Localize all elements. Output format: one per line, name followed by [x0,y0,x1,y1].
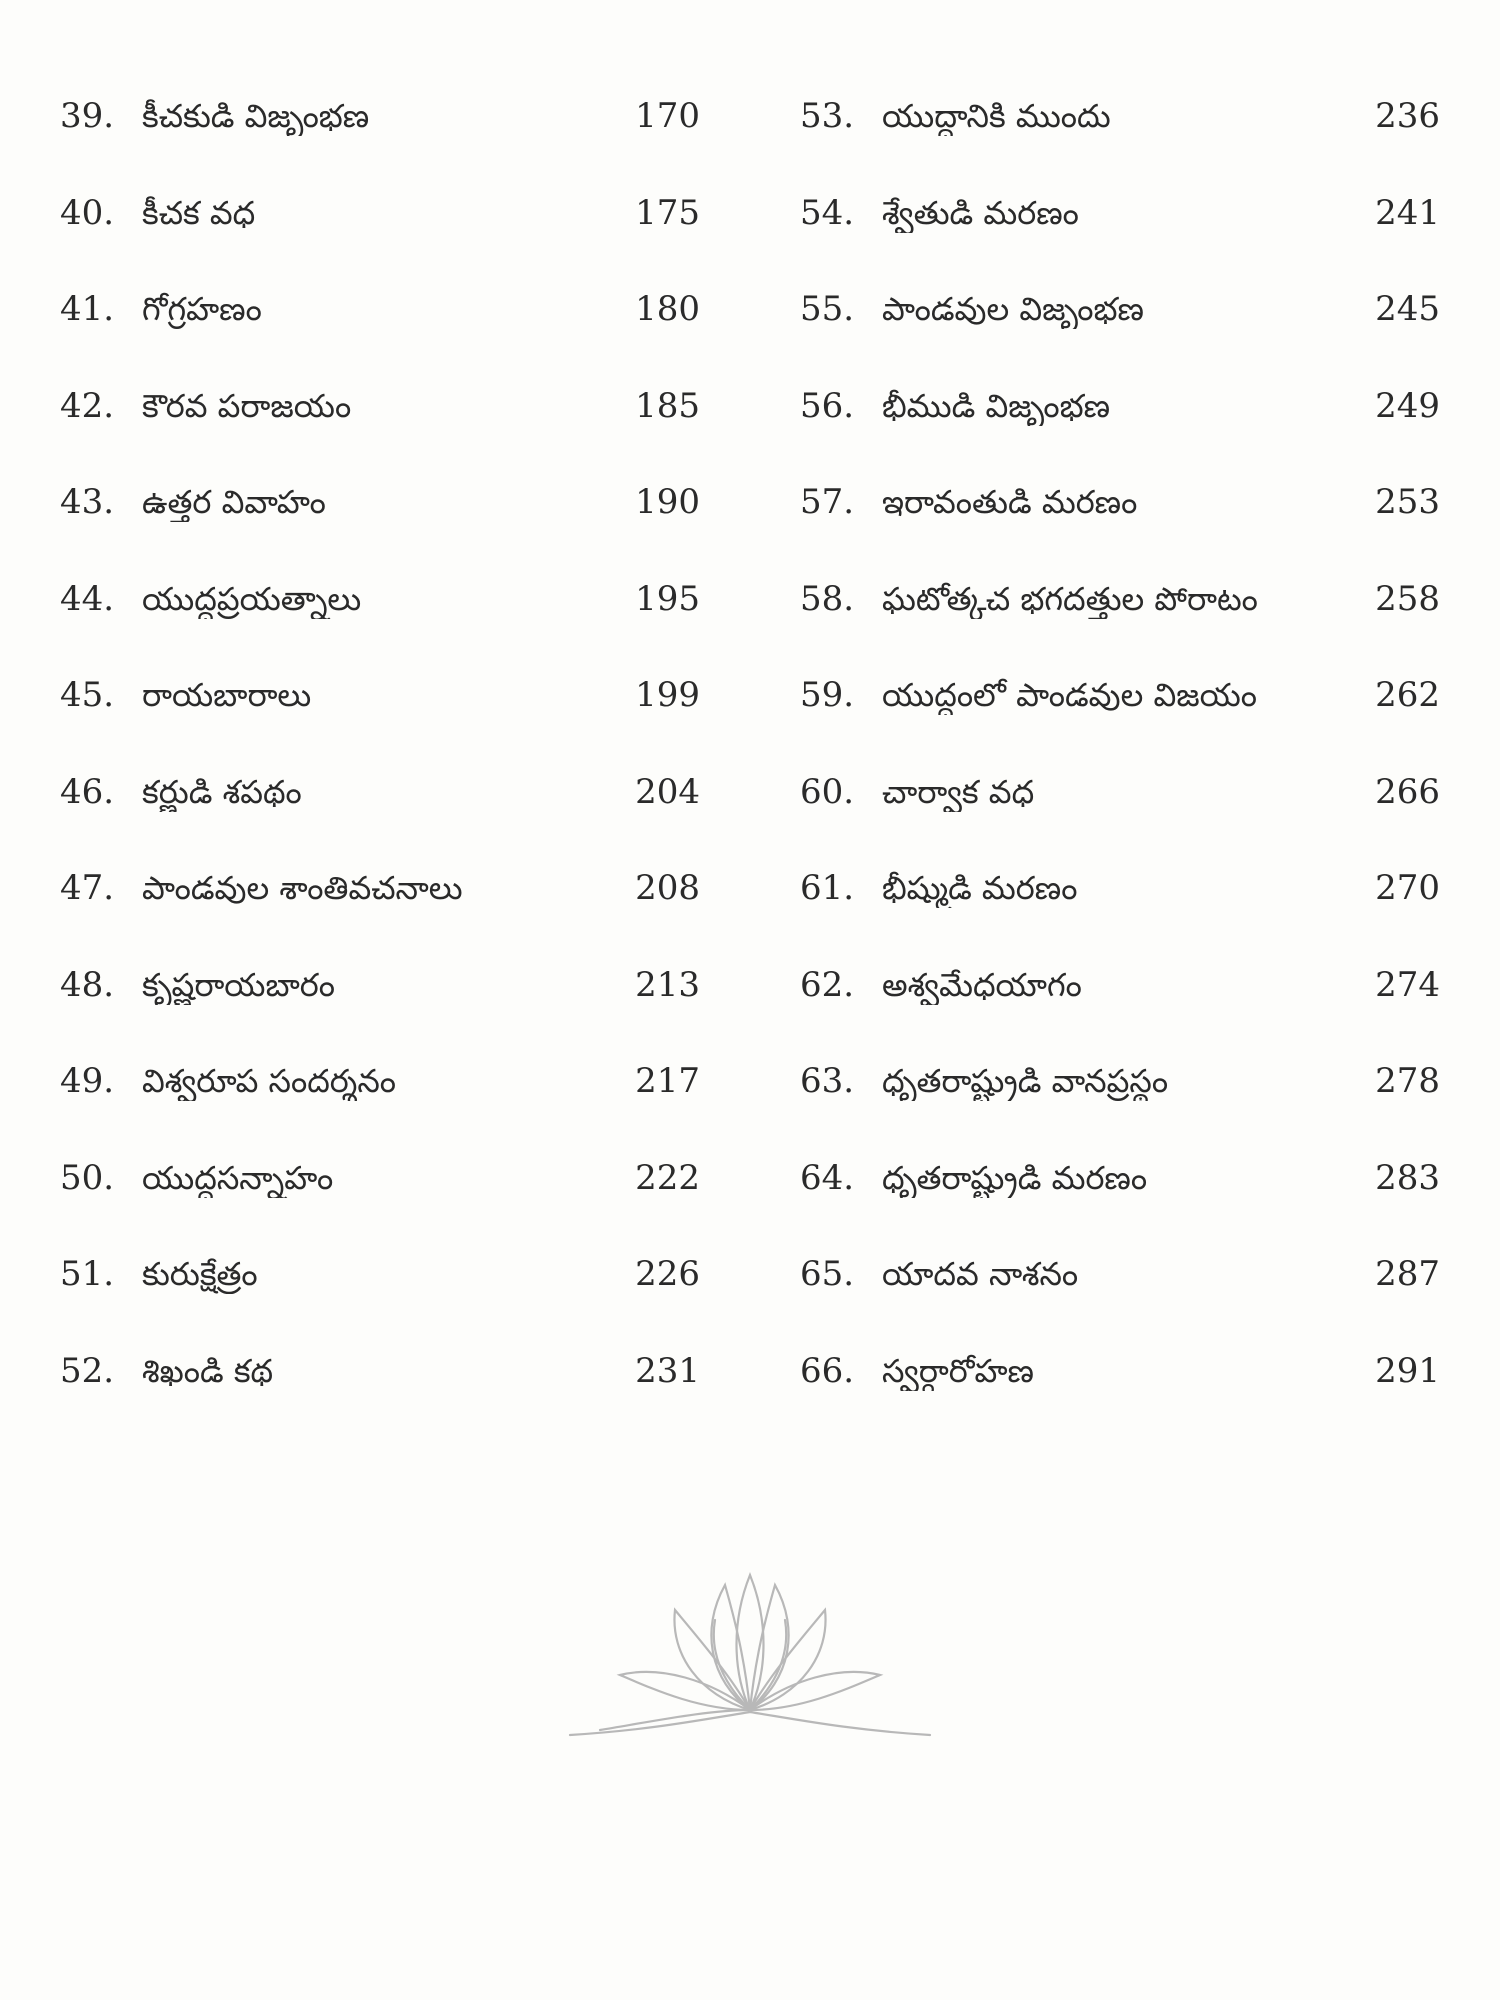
entry-page-number: 170 [635,96,700,136]
entry-number: 61. [800,868,855,908]
entry-page-number: 231 [635,1350,700,1391]
entry-title: యుద్ధసన్నాహం [142,1158,334,1197]
entry-page-number: 217 [635,1061,700,1101]
entry-title: రాయబారాలు [142,676,312,714]
lotus-icon [560,1560,940,1760]
entry-page-number: 190 [635,482,700,522]
table-of-contents [60,96,1440,1447]
entry-title: కీచక వధ [142,193,256,232]
toc-entry [60,193,700,290]
entry-page-number: 241 [1375,192,1440,233]
entry-number: 58. [800,578,855,619]
entry-number: 52. [60,1350,115,1391]
entry-title: శిఖండి కథ [142,1351,274,1390]
entry-title: భీష్ముడి మరణం [882,869,1078,907]
entry-title: అశ్వమేధయాగం [882,965,1082,1004]
entry-title: కృష్ణరాయబారం [142,965,335,1004]
entry-title: కర్ణుడి శపథం [142,772,302,811]
entry-number: 53. [800,96,855,136]
entry-title: పాండవుల శాంతివచనాలు [142,869,463,907]
entry-number: 62. [800,964,855,1005]
toc-entry [60,1061,700,1158]
entry-title: విశ్వరూప సందర్శనం [142,1062,397,1100]
entry-number: 45. [60,675,115,715]
entry-page-number: 253 [1375,482,1440,522]
entry-page-number: 195 [635,578,700,619]
toc-entry [800,1254,1440,1351]
entry-title: యుద్ధానికి ముందు [882,97,1111,135]
toc-entry [60,386,700,483]
toc-entry [800,772,1440,869]
entry-title: ఘటోత్కచ భగదత్తుల పోరాటం [882,579,1258,618]
entry-page-number: 204 [635,771,700,812]
entry-number: 65. [800,1254,855,1294]
entry-page-number: 278 [1375,1061,1440,1101]
toc-entry [800,289,1440,386]
toc-right-column [800,96,1440,1447]
entry-number: 43. [60,482,115,522]
entry-number: 44. [60,578,115,619]
entry-title: యుద్ధంలో పాండవుల విజయం [882,676,1258,714]
entry-page-number: 287 [1375,1254,1440,1294]
toc-entry [800,1061,1440,1158]
entry-page-number: 249 [1375,385,1440,426]
entry-number: 48. [60,964,115,1005]
entry-page-number: 262 [1375,675,1440,715]
toc-entry [60,1351,700,1448]
entry-title: పాండవుల విజృంభణ [882,290,1144,328]
entry-number: 59. [800,675,855,715]
entry-page-number: 185 [635,385,700,426]
entry-title: భీముడి విజృంభణ [882,386,1111,425]
toc-entry [800,579,1440,676]
entry-page-number: 175 [635,192,700,233]
entry-number: 47. [60,868,115,908]
entry-title: స్వర్గారోహణ [882,1351,1034,1390]
entry-title: కురుక్షేత్రం [142,1255,258,1293]
entry-title: ధృతరాష్ట్రుడి వానప్రస్థం [882,1062,1169,1100]
entry-number: 42. [60,385,115,426]
entry-page-number: 266 [1375,771,1440,812]
toc-entry [800,868,1440,965]
toc-entry [60,1158,700,1255]
entry-number: 57. [800,482,855,522]
toc-entry [800,965,1440,1062]
entry-number: 54. [800,192,855,233]
entry-title: కౌరవ పరాజయం [142,386,352,425]
entry-number: 66. [800,1350,855,1391]
entry-number: 41. [60,289,115,329]
entry-page-number: 222 [635,1157,700,1198]
entry-page-number: 199 [635,675,700,715]
toc-entry [60,772,700,869]
entry-page-number: 291 [1375,1350,1440,1391]
entry-page-number: 270 [1375,868,1440,908]
entry-title: ధృతరాష్ట్రుడి మరణం [882,1158,1148,1197]
entry-title: గోగ్రహణం [142,290,262,328]
toc-entry [800,1158,1440,1255]
toc-entry [60,965,700,1062]
entry-number: 39. [60,96,115,136]
toc-left-column [60,96,700,1447]
entry-page-number: 274 [1375,964,1440,1005]
toc-entry [60,675,700,772]
entry-title: చార్వాక వధ [882,772,1035,811]
entry-page-number: 245 [1375,289,1440,329]
toc-entry [800,96,1440,193]
entry-page-number: 213 [635,964,700,1005]
entry-title: కీచకుడి విజృంభణ [142,97,370,135]
entry-number: 63. [800,1061,855,1101]
entry-number: 51. [60,1254,115,1294]
entry-page-number: 226 [635,1254,700,1294]
entry-number: 46. [60,771,115,812]
toc-entry [800,193,1440,290]
toc-entry [800,482,1440,579]
entry-number: 49. [60,1061,115,1101]
toc-entry [60,96,700,193]
entry-page-number: 236 [1375,96,1440,136]
toc-entry [60,579,700,676]
entry-number: 40. [60,192,115,233]
entry-page-number: 258 [1375,578,1440,619]
entry-title: ఇరావంతుడి మరణం [882,483,1138,521]
entry-number: 64. [800,1157,855,1198]
entry-number: 60. [800,771,855,812]
toc-entry [60,1254,700,1351]
toc-entry [60,289,700,386]
entry-title: యాదవ నాశనం [882,1255,1079,1293]
toc-entry [60,868,700,965]
entry-number: 50. [60,1157,115,1198]
toc-entry [60,482,700,579]
entry-page-number: 180 [635,289,700,329]
entry-title: యుద్ధప్రయత్నాలు [142,579,362,618]
toc-entry [800,386,1440,483]
entry-title: శ్వేతుడి మరణం [882,193,1079,232]
entry-page-number: 208 [635,868,700,908]
toc-entry [800,1351,1440,1448]
entry-number: 55. [800,289,855,329]
toc-entry [800,675,1440,772]
entry-title: ఉత్తర వివాహం [142,483,326,521]
entry-page-number: 283 [1375,1157,1440,1198]
entry-number: 56. [800,385,855,426]
